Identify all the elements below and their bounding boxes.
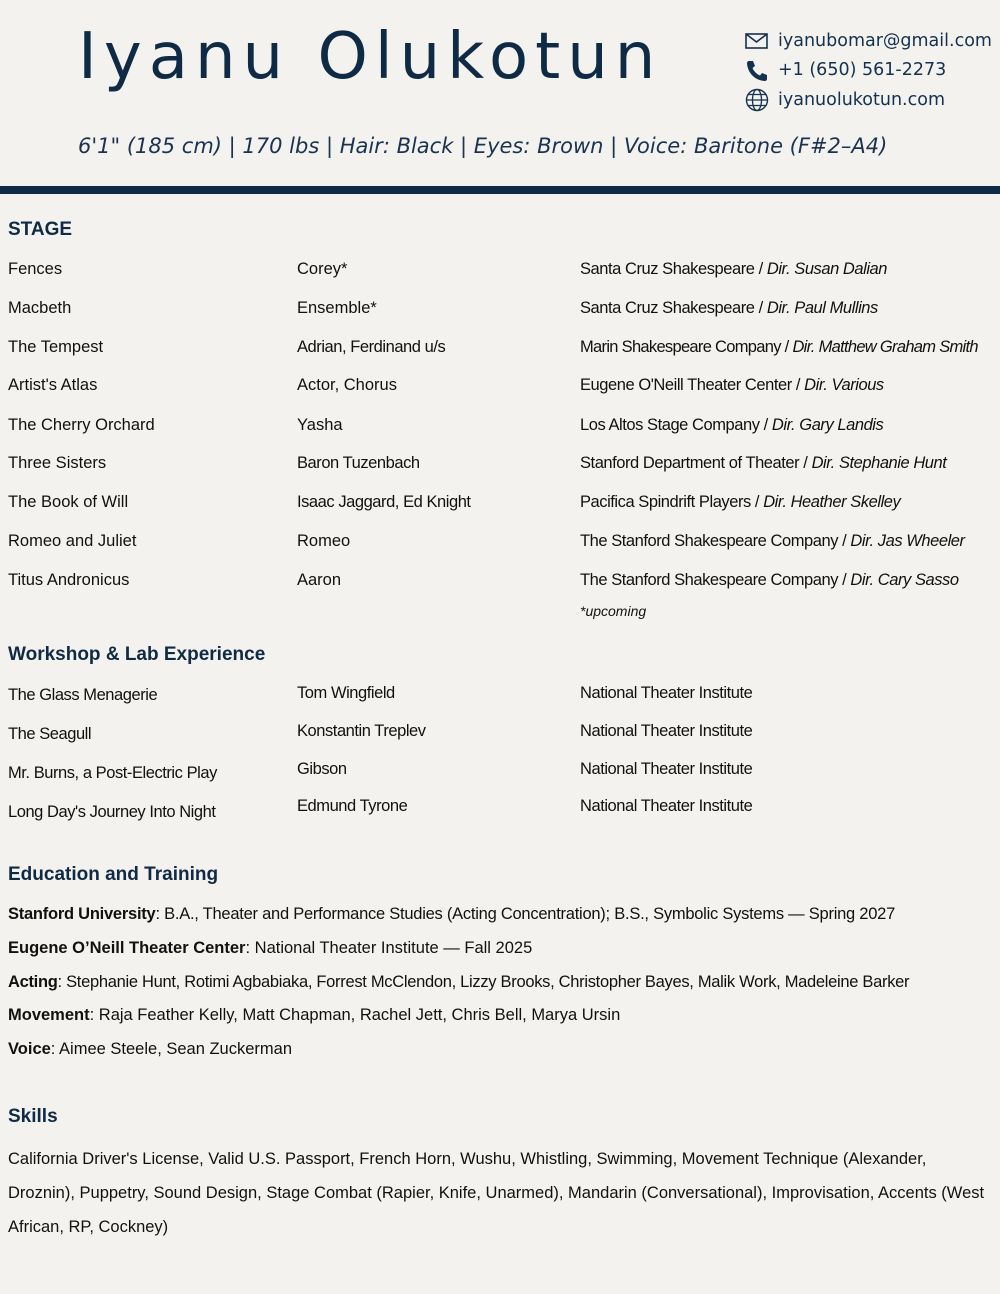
show-title: Fences [8,260,63,278]
show-title: Romeo and Juliet [8,532,137,550]
education-section-title: Education and Training [8,864,219,885]
show-title: The Book of Will [8,493,129,511]
show-title: The Cherry Orchard [8,416,155,434]
education-line: Voice: Aimee Steele, Sean Zuckerman [8,1040,293,1058]
stage-row [0,376,1000,400]
role: Isaac Jaggard, Ed Knight [297,493,471,511]
company: Santa Cruz Shakespeare / Dir. Paul Mullins [580,299,878,317]
show-title: Long Day's Journey Into Night [8,803,216,821]
contact-email[interactable]: iyanubomar@gmail.com [778,30,992,51]
education-label: Movement [8,1006,90,1024]
workshop-row [0,797,1000,821]
role: Gibson [297,760,347,778]
contact-email-row[interactable] [744,26,992,56]
role: Tom Wingfield [297,684,395,702]
actor-name: Iyanu Olukotun [78,20,663,94]
show-title: Titus Andronicus [8,571,130,589]
show-title: The Glass Menagerie [8,686,158,704]
education-line: Eugene O’Neill Theater Center: National Theater Institute — Fall 2025 [8,939,533,957]
upcoming-note: *upcoming [580,603,647,619]
role: Konstantin Treplev [297,722,426,740]
role: Aaron [297,571,342,589]
director: Dir. Susan Dalian [766,260,888,278]
role: Adrian, Ferdinand u/s [297,338,446,356]
director: Dir. Heather Skelley [763,493,901,511]
stage-row [0,338,1000,362]
director: Dir. Various [804,376,884,394]
stage-row [0,454,1000,478]
education-label: Eugene O’Neill Theater Center [8,939,246,957]
stage-row [0,416,1000,440]
stage-section-title: STAGE [8,219,73,240]
workshop-row [0,684,1000,708]
company: Santa Cruz Shakespeare / Dir. Susan Dalian [580,260,888,278]
education-label: Stanford University [8,905,156,923]
education-line: Acting: Stephanie Hunt, Rotimi Agbabiaka, Forrest McClendon, Lizzy Brooks, Christopher Bayes, Malik Work, Madeleine Barker [8,973,910,991]
education-line: Stanford University: B.A., Theater and Performance Studies (Acting Concentration); B.S., Symbolic Systems — Spring 2027 [8,905,896,923]
education-label: Voice [8,1040,51,1058]
show-title: Artist's Atlas [8,376,98,394]
director: Dir. Cary Sasso [850,571,959,589]
director: Dir. Matthew Graham Smith [792,338,978,356]
stage-row [0,493,1000,517]
resume-header [0,0,1000,186]
show-title: The Seagull [8,725,92,743]
physical-stats: 6'1" (185 cm) | 170 lbs | Hair: Black | Eyes: Brown | Voice: Baritone (F#2–A4) [78,134,888,158]
workshop-row [0,760,1000,784]
show-title: Mr. Burns, a Post-Electric Play [8,764,217,782]
skills-list: California Driver's License, Valid U.S. Passport, French Horn, Wushu, Whistling, Swimming, Movement Technique (Alexander, Droznin), Puppetry, Sound Design, Stage Combat (Rapier, Knife, Unarmed), Mandarin (Conversational), Improvisation, Accents (West African, RP, Cockney) [8,1150,985,1236]
education-label: Acting [8,973,58,991]
company: National Theater Institute [580,722,753,740]
contact-website[interactable]: iyanuolukotun.com [778,89,945,110]
company: Eugene O'Neill Theater Center / Dir. Various [580,376,884,394]
role: Actor, Chorus [297,376,397,394]
skills-section-title: Skills [8,1106,58,1127]
globe-icon [744,88,770,112]
education-line: Movement: Raja Feather Kelly, Matt Chapman, Rachel Jett, Chris Bell, Marya Ursin [8,1006,621,1024]
show-title: Three Sisters [8,454,107,472]
role: Romeo [297,532,351,550]
director: Dir. Gary Landis [771,416,884,434]
director: Dir. Stephanie Hunt [811,454,947,472]
stage-row [0,571,1000,595]
contact-website-row[interactable] [744,85,992,115]
contact-phone-row[interactable] [744,56,992,86]
envelope-icon [744,29,770,53]
role: Corey* [297,260,348,278]
role: Edmund Tyrone [297,797,408,815]
company: Los Altos Stage Company / Dir. Gary Landis [580,416,884,434]
stage-row [0,260,1000,284]
show-title: Macbeth [8,299,72,317]
company: Marin Shakespeare Company / Dir. Matthew Graham Smith [580,338,978,356]
stage-row [0,532,1000,556]
role: Yasha [297,416,343,434]
header-divider [0,186,1000,194]
show-title: The Tempest [8,338,104,356]
company: Pacifica Spindrift Players / Dir. Heather Skelley [580,493,901,511]
role: Ensemble* [297,299,377,317]
role: Baron Tuzenbach [297,454,420,472]
company: National Theater Institute [580,797,753,815]
company: The Stanford Shakespeare Company / Dir. Jas Wheeler [580,532,965,550]
company: The Stanford Shakespeare Company / Dir. Cary Sasso [580,571,959,589]
contact-block [744,26,992,115]
workshop-section-title: Workshop & Lab Experience [8,644,266,665]
contact-phone[interactable]: +1 (650) 561-2273 [778,60,947,81]
company: National Theater Institute [580,760,753,778]
stage-row [0,299,1000,323]
director: Dir. Paul Mullins [766,299,878,317]
company: Stanford Department of Theater / Dir. Stephanie Hunt [580,454,947,472]
director: Dir. Jas Wheeler [850,532,965,550]
company: National Theater Institute [580,684,753,702]
workshop-row [0,722,1000,746]
phone-icon [744,58,770,82]
